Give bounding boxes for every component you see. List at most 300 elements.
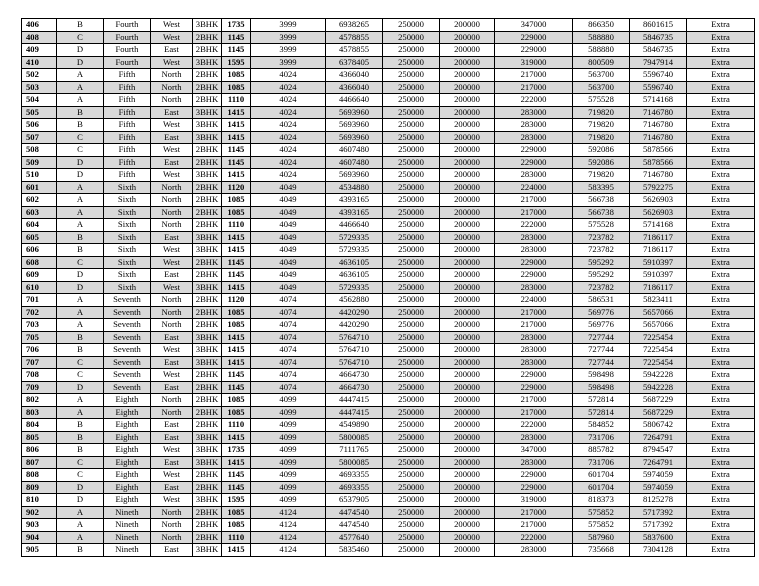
cell-facing: West (151, 281, 193, 294)
cell-area: 1415 (222, 106, 251, 119)
cell-charge-b: 200000 (440, 406, 495, 419)
cell-wing: A (57, 94, 104, 107)
table-row (22, 531, 755, 544)
cell-total: 5942228 (630, 369, 687, 382)
cell-rate: 4074 (251, 381, 326, 394)
cell-facing: West (151, 494, 193, 507)
cell-flat-no: 505 (22, 106, 57, 119)
cell-tax: 719820 (573, 106, 630, 119)
cell-facing: North (151, 81, 193, 94)
table-row (22, 344, 755, 357)
cell-charge-b: 200000 (440, 344, 495, 357)
cell-facing: North (151, 294, 193, 307)
table-row (22, 206, 755, 219)
cell-remark: Extra (687, 319, 755, 332)
cell-facing: East (151, 269, 193, 282)
table-row (22, 31, 755, 44)
cell-charge-c: 217000 (495, 319, 573, 332)
cell-charge-a: 250000 (383, 456, 440, 469)
table-row (22, 356, 755, 369)
cell-charge-a: 250000 (383, 381, 440, 394)
cell-type: 3BHK (193, 281, 222, 294)
cell-area: 1415 (222, 169, 251, 182)
cell-type: 2BHK (193, 306, 222, 319)
cell-type: 3BHK (193, 119, 222, 132)
cell-charge-b: 200000 (440, 19, 495, 32)
cell-type: 2BHK (193, 394, 222, 407)
table-row (22, 119, 755, 132)
cell-type: 2BHK (193, 31, 222, 44)
cell-remark: Extra (687, 431, 755, 444)
cell-charge-c: 283000 (495, 169, 573, 182)
cell-floor: Fifth (104, 131, 151, 144)
cell-flat-no: 905 (22, 544, 57, 557)
cell-type: 2BHK (193, 69, 222, 82)
cell-tax: 563700 (573, 69, 630, 82)
cell-rate: 3999 (251, 56, 326, 69)
cell-total: 7186117 (630, 244, 687, 257)
cell-wing: B (57, 19, 104, 32)
cell-type: 3BHK (193, 431, 222, 444)
table-row (22, 519, 755, 532)
cell-charge-b: 200000 (440, 119, 495, 132)
cell-flat-no: 806 (22, 444, 57, 457)
cell-charge-b: 200000 (440, 69, 495, 82)
cell-floor: Nineth (104, 519, 151, 532)
cell-area: 1085 (222, 406, 251, 419)
cell-rate: 4099 (251, 406, 326, 419)
cell-area: 1415 (222, 281, 251, 294)
cell-area: 1145 (222, 269, 251, 282)
cell-charge-b: 200000 (440, 44, 495, 57)
cell-rate: 3999 (251, 44, 326, 57)
cell-floor: Eighth (104, 481, 151, 494)
table-row (22, 544, 755, 557)
cell-charge-a: 250000 (383, 56, 440, 69)
cell-area: 1145 (222, 144, 251, 157)
cell-total: 5878566 (630, 144, 687, 157)
cell-area: 1415 (222, 331, 251, 344)
cell-flat-no: 606 (22, 244, 57, 257)
cell-facing: West (151, 344, 193, 357)
cell-basic-cost: 4693355 (326, 469, 383, 482)
cell-wing: A (57, 69, 104, 82)
cell-wing: A (57, 531, 104, 544)
cell-tax: 598498 (573, 381, 630, 394)
cell-flat-no: 509 (22, 156, 57, 169)
cell-charge-a: 250000 (383, 519, 440, 532)
cell-flat-no: 610 (22, 281, 57, 294)
cell-type: 2BHK (193, 481, 222, 494)
cell-charge-b: 200000 (440, 356, 495, 369)
cell-facing: North (151, 94, 193, 107)
cell-total: 5714168 (630, 219, 687, 232)
cell-area: 1415 (222, 544, 251, 557)
cell-charge-c: 283000 (495, 356, 573, 369)
cell-charge-b: 200000 (440, 56, 495, 69)
cell-facing: North (151, 319, 193, 332)
cell-floor: Fourth (104, 44, 151, 57)
cell-flat-no: 701 (22, 294, 57, 307)
cell-floor: Sixth (104, 256, 151, 269)
cell-basic-cost: 5693960 (326, 119, 383, 132)
cell-rate: 4049 (251, 194, 326, 207)
cell-facing: East (151, 231, 193, 244)
cell-flat-no: 508 (22, 144, 57, 157)
cell-wing: A (57, 319, 104, 332)
cell-tax: 885782 (573, 444, 630, 457)
cell-rate: 3999 (251, 31, 326, 44)
cell-charge-a: 250000 (383, 431, 440, 444)
cell-charge-c: 229000 (495, 369, 573, 382)
cell-charge-c: 283000 (495, 544, 573, 557)
table-body (22, 19, 755, 557)
cell-rate: 4074 (251, 356, 326, 369)
cell-charge-a: 250000 (383, 144, 440, 157)
cell-total: 7225454 (630, 356, 687, 369)
cell-charge-a: 250000 (383, 356, 440, 369)
cell-floor: Seventh (104, 319, 151, 332)
cell-tax: 598498 (573, 369, 630, 382)
cell-wing: D (57, 381, 104, 394)
cell-charge-b: 200000 (440, 481, 495, 494)
cell-rate: 4074 (251, 294, 326, 307)
cell-rate: 4024 (251, 156, 326, 169)
cell-remark: Extra (687, 206, 755, 219)
cell-basic-cost: 5764710 (326, 344, 383, 357)
cell-charge-c: 319000 (495, 56, 573, 69)
cell-wing: B (57, 231, 104, 244)
cell-flat-no: 502 (22, 69, 57, 82)
table-row (22, 69, 755, 82)
cell-total: 5626903 (630, 206, 687, 219)
cell-floor: Eighth (104, 444, 151, 457)
cell-charge-a: 250000 (383, 319, 440, 332)
cell-charge-b: 200000 (440, 169, 495, 182)
cell-remark: Extra (687, 244, 755, 257)
cell-basic-cost: 4636105 (326, 269, 383, 282)
cell-type: 2BHK (193, 219, 222, 232)
cell-facing: West (151, 244, 193, 257)
cell-total: 5792275 (630, 181, 687, 194)
cell-floor: Fifth (104, 81, 151, 94)
cell-basic-cost: 7111765 (326, 444, 383, 457)
cell-floor: Eighth (104, 419, 151, 432)
cell-tax: 584852 (573, 419, 630, 432)
cell-flat-no: 510 (22, 169, 57, 182)
cell-basic-cost: 4420290 (326, 306, 383, 319)
cell-floor: Fifth (104, 94, 151, 107)
cell-charge-b: 200000 (440, 106, 495, 119)
cell-area: 1145 (222, 369, 251, 382)
cell-area: 1735 (222, 444, 251, 457)
table-row (22, 444, 755, 457)
cell-area: 1415 (222, 456, 251, 469)
cell-total: 7225454 (630, 331, 687, 344)
cell-wing: A (57, 219, 104, 232)
cell-wing: C (57, 131, 104, 144)
cell-basic-cost: 4466640 (326, 94, 383, 107)
cell-facing: North (151, 519, 193, 532)
cell-total: 5974059 (630, 469, 687, 482)
table-row (22, 469, 755, 482)
cell-charge-a: 250000 (383, 119, 440, 132)
cell-basic-cost: 5835460 (326, 544, 383, 557)
cell-charge-b: 200000 (440, 181, 495, 194)
cell-type: 2BHK (193, 206, 222, 219)
table-row (22, 269, 755, 282)
cell-floor: Sixth (104, 219, 151, 232)
cell-tax: 727744 (573, 331, 630, 344)
cell-total: 5657066 (630, 319, 687, 332)
cell-remark: Extra (687, 469, 755, 482)
cell-charge-b: 200000 (440, 381, 495, 394)
cell-flat-no: 705 (22, 331, 57, 344)
cell-type: 3BHK (193, 231, 222, 244)
cell-charge-b: 200000 (440, 131, 495, 144)
cell-remark: Extra (687, 356, 755, 369)
cell-type: 3BHK (193, 456, 222, 469)
cell-floor: Sixth (104, 244, 151, 257)
cell-charge-a: 250000 (383, 281, 440, 294)
cell-basic-cost: 4447415 (326, 406, 383, 419)
cell-remark: Extra (687, 444, 755, 457)
table-row (22, 219, 755, 232)
cell-area: 1145 (222, 481, 251, 494)
cell-total: 5974059 (630, 481, 687, 494)
cell-facing: North (151, 181, 193, 194)
cell-remark: Extra (687, 269, 755, 282)
table-row (22, 281, 755, 294)
cell-floor: Sixth (104, 281, 151, 294)
cell-wing: C (57, 369, 104, 382)
cell-floor: Fifth (104, 156, 151, 169)
cell-rate: 4049 (251, 219, 326, 232)
cell-rate: 4024 (251, 131, 326, 144)
cell-area: 1085 (222, 519, 251, 532)
cell-remark: Extra (687, 494, 755, 507)
cell-basic-cost: 5729335 (326, 244, 383, 257)
cell-total: 5717392 (630, 519, 687, 532)
cell-rate: 4024 (251, 81, 326, 94)
cell-tax: 583395 (573, 181, 630, 194)
cell-charge-a: 250000 (383, 256, 440, 269)
cell-area: 1595 (222, 494, 251, 507)
cell-charge-a: 250000 (383, 494, 440, 507)
cell-flat-no: 504 (22, 94, 57, 107)
cell-area: 1415 (222, 431, 251, 444)
cell-charge-a: 250000 (383, 156, 440, 169)
cell-wing: C (57, 456, 104, 469)
cell-area: 1145 (222, 469, 251, 482)
cell-type: 3BHK (193, 56, 222, 69)
cell-total: 5846735 (630, 44, 687, 57)
cell-area: 1145 (222, 44, 251, 57)
cell-charge-c: 283000 (495, 231, 573, 244)
cell-charge-a: 250000 (383, 294, 440, 307)
table-row (22, 244, 755, 257)
cell-total: 5942228 (630, 381, 687, 394)
cell-type: 3BHK (193, 169, 222, 182)
cell-flat-no: 707 (22, 356, 57, 369)
cell-basic-cost: 4578855 (326, 44, 383, 57)
cell-wing: A (57, 519, 104, 532)
table-row (22, 19, 755, 32)
cell-rate: 4024 (251, 119, 326, 132)
cell-charge-b: 200000 (440, 331, 495, 344)
cell-remark: Extra (687, 531, 755, 544)
cell-total: 7264791 (630, 431, 687, 444)
cell-tax: 575852 (573, 519, 630, 532)
cell-total: 5823411 (630, 294, 687, 307)
cell-basic-cost: 4366040 (326, 81, 383, 94)
cell-facing: West (151, 469, 193, 482)
cell-type: 3BHK (193, 356, 222, 369)
cell-type: 3BHK (193, 244, 222, 257)
cell-charge-b: 200000 (440, 269, 495, 282)
cell-charge-b: 200000 (440, 256, 495, 269)
cell-tax: 866350 (573, 19, 630, 32)
cell-rate: 4099 (251, 481, 326, 494)
cell-floor: Seventh (104, 356, 151, 369)
cell-flat-no: 804 (22, 419, 57, 432)
cell-charge-b: 200000 (440, 281, 495, 294)
cell-floor: Eighth (104, 406, 151, 419)
cell-total: 7947914 (630, 56, 687, 69)
cell-total: 5846735 (630, 31, 687, 44)
cell-charge-c: 217000 (495, 506, 573, 519)
cell-tax: 723782 (573, 231, 630, 244)
cell-flat-no: 706 (22, 344, 57, 357)
cell-charge-b: 200000 (440, 306, 495, 319)
cell-remark: Extra (687, 256, 755, 269)
cell-area: 1110 (222, 419, 251, 432)
cell-tax: 592086 (573, 144, 630, 157)
cell-tax: 572814 (573, 394, 630, 407)
cell-rate: 4099 (251, 494, 326, 507)
cell-type: 2BHK (193, 406, 222, 419)
cell-type: 2BHK (193, 419, 222, 432)
cell-remark: Extra (687, 419, 755, 432)
cell-remark: Extra (687, 506, 755, 519)
cell-floor: Seventh (104, 381, 151, 394)
cell-floor: Sixth (104, 181, 151, 194)
cell-type: 3BHK (193, 106, 222, 119)
cell-basic-cost: 5764710 (326, 356, 383, 369)
cell-total: 7146780 (630, 119, 687, 132)
cell-wing: B (57, 244, 104, 257)
cell-charge-b: 200000 (440, 531, 495, 544)
cell-remark: Extra (687, 181, 755, 194)
cell-charge-a: 250000 (383, 506, 440, 519)
cell-floor: Eighth (104, 431, 151, 444)
cell-remark: Extra (687, 481, 755, 494)
cell-basic-cost: 4577640 (326, 531, 383, 544)
cell-charge-b: 200000 (440, 444, 495, 457)
table-row (22, 319, 755, 332)
cell-charge-b: 200000 (440, 394, 495, 407)
cell-area: 1415 (222, 344, 251, 357)
cell-area: 1085 (222, 81, 251, 94)
cell-floor: Fifth (104, 69, 151, 82)
table-row (22, 144, 755, 157)
cell-facing: North (151, 69, 193, 82)
cell-floor: Sixth (104, 231, 151, 244)
cell-type: 2BHK (193, 194, 222, 207)
cell-floor: Nineth (104, 506, 151, 519)
cell-tax: 575528 (573, 219, 630, 232)
table-row (22, 306, 755, 319)
cell-rate: 4124 (251, 519, 326, 532)
cell-flat-no: 802 (22, 394, 57, 407)
cell-total: 5717392 (630, 506, 687, 519)
cell-tax: 719820 (573, 169, 630, 182)
cell-charge-c: 229000 (495, 469, 573, 482)
cell-floor: Sixth (104, 206, 151, 219)
cell-basic-cost: 4636105 (326, 256, 383, 269)
cell-flat-no: 503 (22, 81, 57, 94)
cell-rate: 4049 (251, 269, 326, 282)
cell-charge-c: 217000 (495, 394, 573, 407)
cell-floor: Fifth (104, 144, 151, 157)
cell-charge-b: 200000 (440, 94, 495, 107)
cell-tax: 592086 (573, 156, 630, 169)
cell-tax: 588880 (573, 44, 630, 57)
cell-wing: C (57, 31, 104, 44)
cell-basic-cost: 6378405 (326, 56, 383, 69)
cell-charge-a: 250000 (383, 219, 440, 232)
unit-price-table (21, 18, 755, 557)
cell-floor: Fifth (104, 106, 151, 119)
table-row (22, 256, 755, 269)
cell-type: 2BHK (193, 181, 222, 194)
cell-remark: Extra (687, 19, 755, 32)
cell-total: 5806742 (630, 419, 687, 432)
cell-wing: D (57, 56, 104, 69)
cell-charge-a: 250000 (383, 44, 440, 57)
cell-facing: East (151, 44, 193, 57)
table-row (22, 194, 755, 207)
cell-rate: 4099 (251, 394, 326, 407)
cell-type: 3BHK (193, 544, 222, 557)
cell-type: 3BHK (193, 331, 222, 344)
cell-total: 5714168 (630, 94, 687, 107)
cell-charge-c: 283000 (495, 456, 573, 469)
cell-facing: West (151, 169, 193, 182)
cell-wing: B (57, 544, 104, 557)
table-row (22, 456, 755, 469)
cell-flat-no: 702 (22, 306, 57, 319)
cell-type: 3BHK (193, 19, 222, 32)
cell-remark: Extra (687, 156, 755, 169)
cell-charge-c: 222000 (495, 419, 573, 432)
cell-charge-c: 217000 (495, 81, 573, 94)
cell-tax: 595292 (573, 269, 630, 282)
cell-rate: 4049 (251, 231, 326, 244)
cell-total: 5687229 (630, 394, 687, 407)
cell-area: 1085 (222, 506, 251, 519)
cell-wing: C (57, 256, 104, 269)
cell-charge-a: 250000 (383, 394, 440, 407)
cell-basic-cost: 4534880 (326, 181, 383, 194)
cell-basic-cost: 5764710 (326, 331, 383, 344)
cell-charge-c: 229000 (495, 269, 573, 282)
cell-charge-b: 200000 (440, 419, 495, 432)
cell-rate: 4074 (251, 319, 326, 332)
cell-charge-c: 222000 (495, 94, 573, 107)
cell-wing: D (57, 281, 104, 294)
cell-tax: 800509 (573, 56, 630, 69)
